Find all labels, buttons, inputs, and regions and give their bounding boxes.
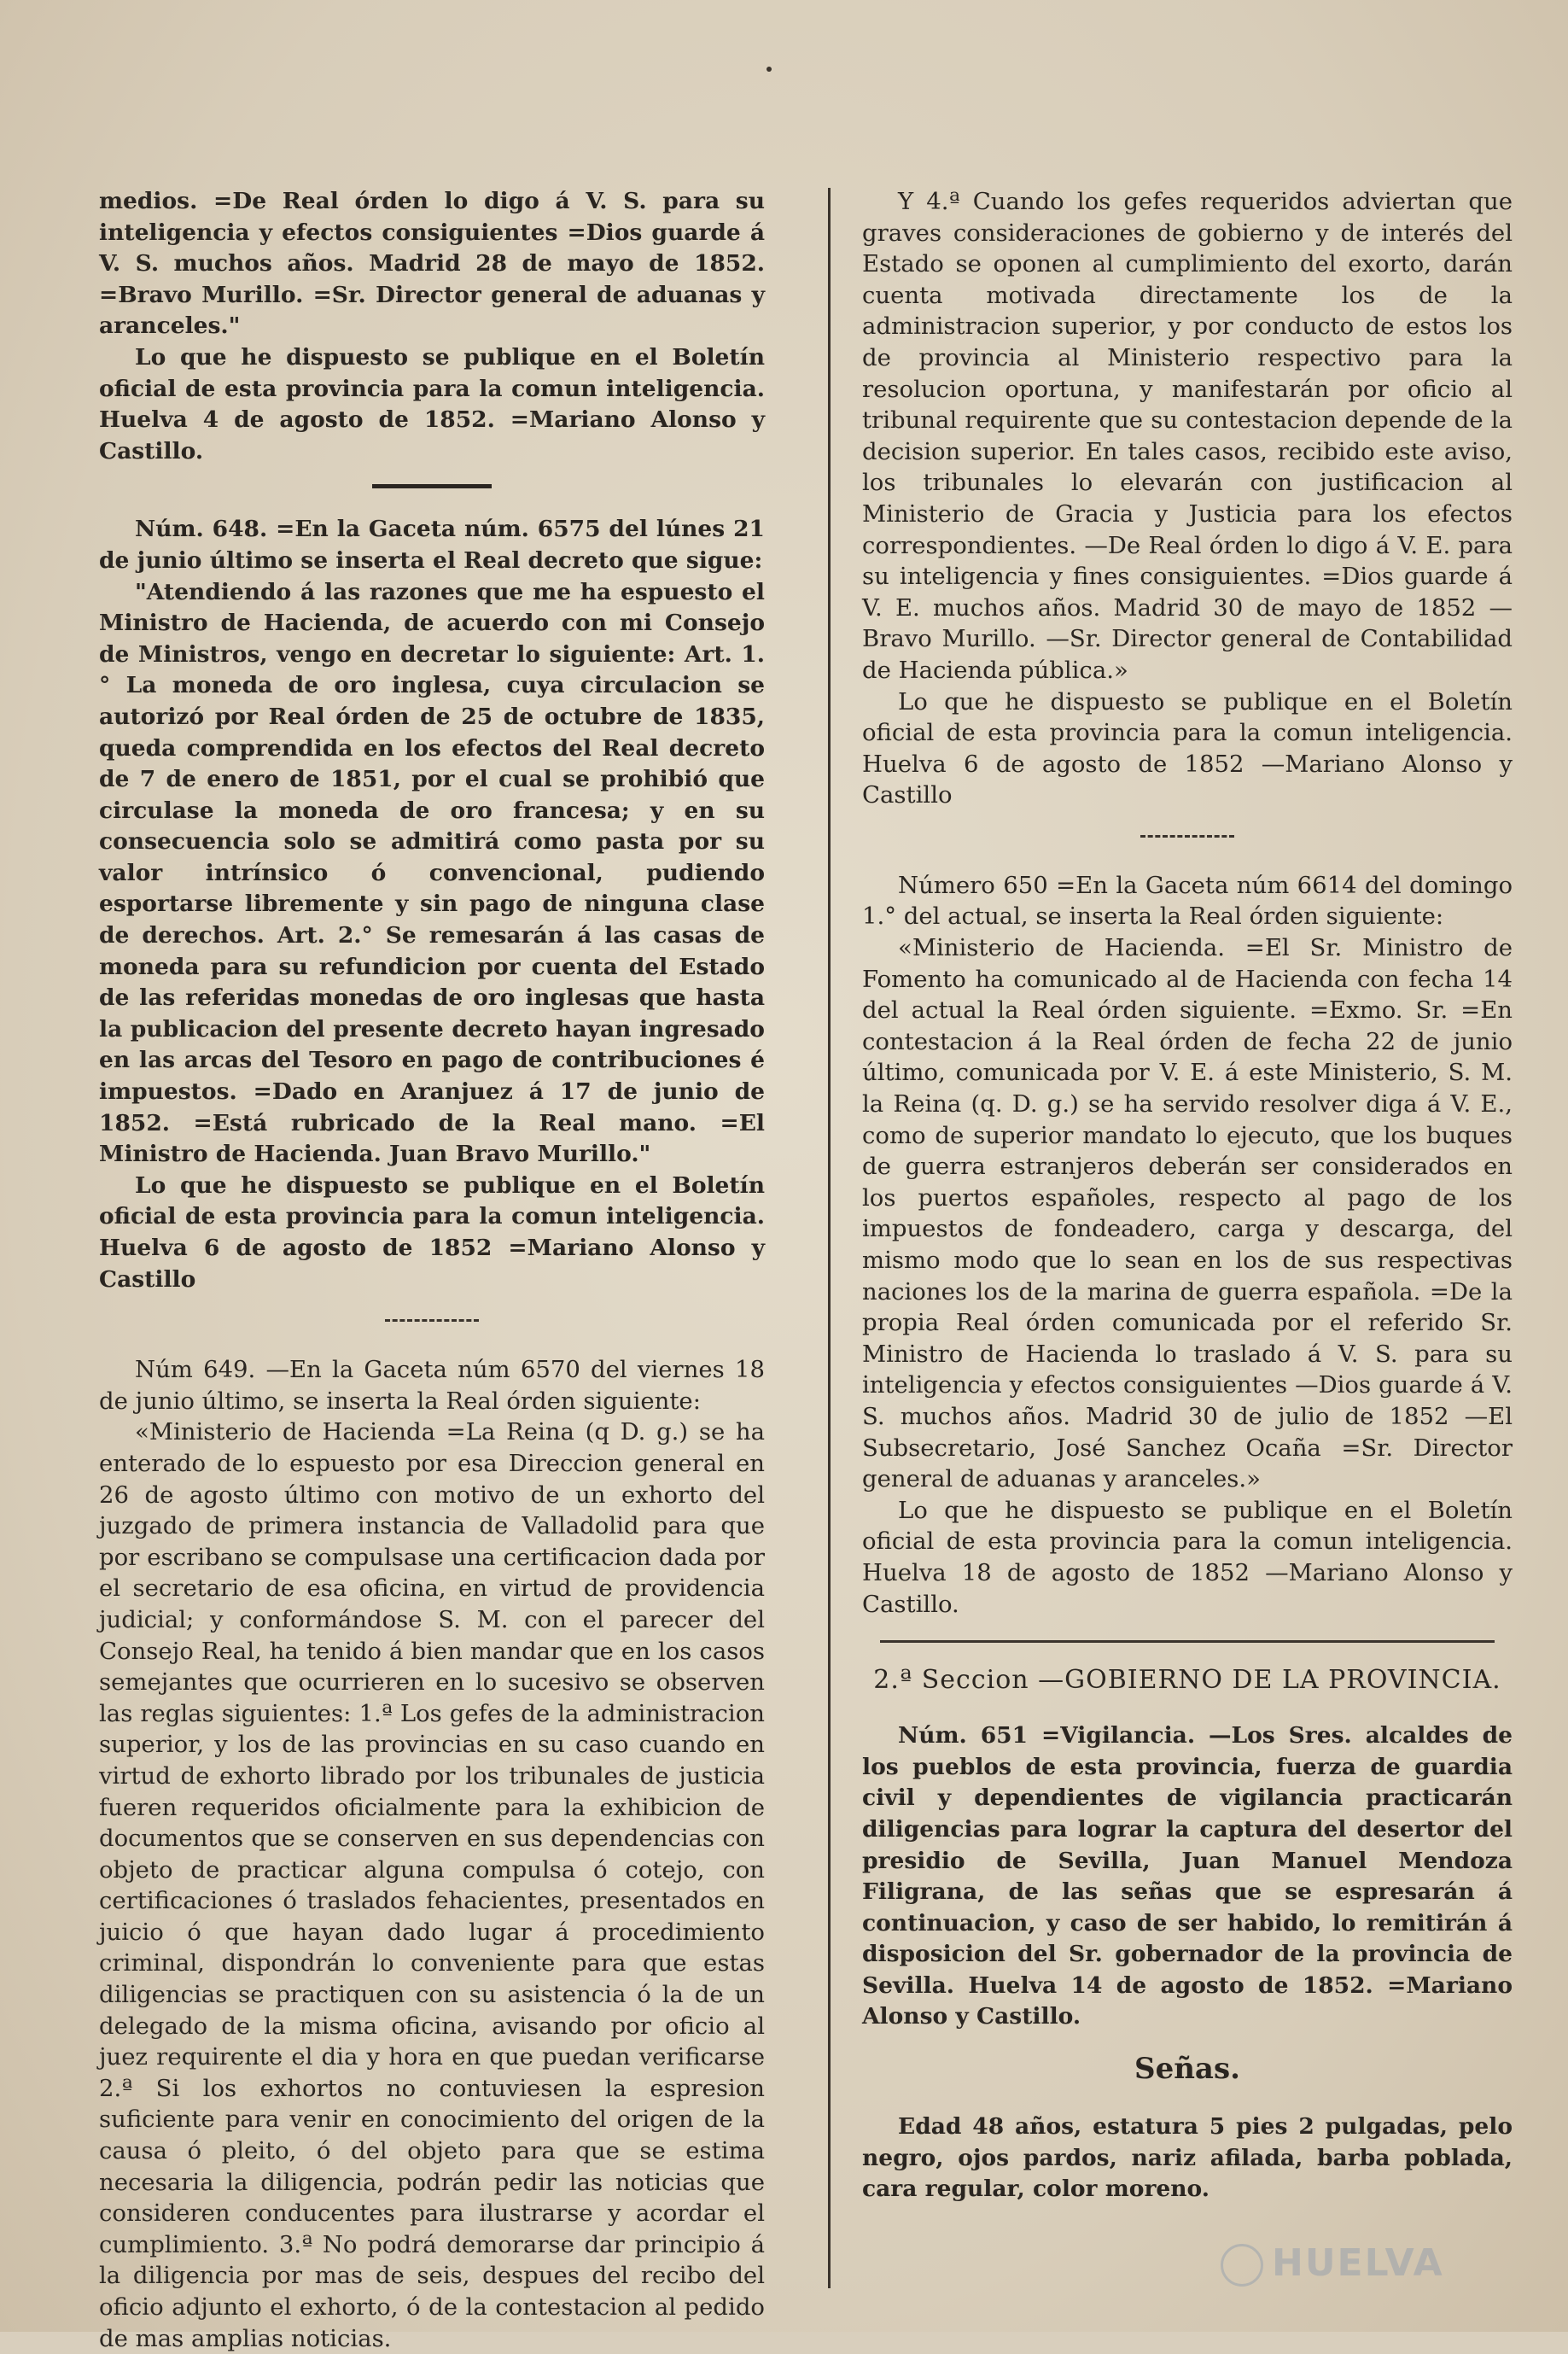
watermark-text: HUELVA xyxy=(1272,2241,1444,2285)
library-watermark xyxy=(1221,2241,1444,2287)
article-650-closing: Lo que he dispuesto se publique en el Boletín oficial de esta provincia para la comun inteligencia. Huelva 18 de agosto de 1852 —Mariano Alonso y Castillo. xyxy=(862,1496,1513,1618)
separator-dash xyxy=(385,1319,479,1322)
senas-heading: Señas. xyxy=(1134,2052,1240,2087)
article-648-decree: "Atendiendo á las razones que me ha espuesto el Ministro de Hacienda, de acuerdo con mi Consejo de Ministros, vengo en decretar lo siguiente: Art. 1.° La moneda de oro inglesa, cuya circulacion se autorizó por Real órden de 25 de octubre de 1835, queda comprendida en los efectos del Real decreto de 7 de enero de 1851, por el cual se prohibió que circulase la moneda de oro francesa; y en su consecuencia solo se admitirá como pasta por su valor intrínsico ó convencional, pudiendo esportarse libremente y sin pago de ninguna clase de derechos. Art. 2.° Se remesarán á las casas de moneda para su refundicion por cuenta del Estado de las referidas monedas de oro inglesas que hasta la publicacion del presente decreto hayan ingresado en las arcas del Tesoro en pago de contribuciones é impuestos. =Dado en Aranjuez á 17 de junio de 1852. =Está rubricado de la Real mano. =El Ministro de Hacienda. Juan Bravo Murillo." xyxy=(99,578,765,1168)
separator-dash xyxy=(1140,835,1234,838)
article-648-closing: Lo que he dispuesto se publique en el Boletín oficial de esta provincia para la comun inteligencia. Huelva 6 de agosto de 1852 =Mariano Alonso y Castillo xyxy=(99,1171,765,1293)
article-650-body: «Ministerio de Hacienda. =El Sr. Ministro de Fomento ha comunicado al de Hacienda con fecha 14 del actual la Real órden siguiente. =Exmo. Sr. =En contestacion á la Real órden de fecha 22 de junio último, comunicada por V. E. á este Ministerio, S. M. la Reina (q. D. g.) se ha servido resolver diga á V. E., como de superior mandato lo ejecuto, que los buques de guerra estranjeros deberán ser considerados en los puertos españoles, respecto al pago de los impuestos de fondeadero, carga y descarga, del mismo modo que lo sean en los de sus respectivas naciones los de la marina de guerra española. =De la propia Real órden comunicada por el referido Sr. Ministro de Hacienda lo traslado á V. S. para su inteligencia y efectos consiguientes —Dios guarde á V. S. muchos años. Madrid 30 de julio de 1852 —El Subsecretario, José Sanchez Ocaña =Sr. Director general de aduanas y aranceles.» xyxy=(862,934,1513,1493)
article-649-continuation: Y 4.ª Cuando los gefes requeridos adviertan que graves consideraciones de gobierno y de interés del Estado se oponen al cumplimiento del exorto, darán cuenta motivada directamente los de la administracion superior, y por conducto de estos los de provincia al Ministerio respectivo para la resolucion oportuna, y manifestarán por oficio al tribunal requirente que su contestacion depende de la decision superior. En tales casos, recibido este aviso, los tribunales lo elevarán con justificacion al Ministerio de Gracia y Justicia para los efectos correspondientes. —De Real órden lo digo á V. E. para su inteligencia y fines consiguientes. =Dios guarde á V. E. muchos años. Madrid 30 de mayo de 1852 —Bravo Murillo. —Sr. Director general de Contabilidad de Hacienda pública.» xyxy=(862,188,1513,684)
article-648-heading: Núm. 648. =En la Gaceta núm. 6575 del lúnes 21 de junio último se inserta el Real decreto que sigue: xyxy=(99,516,765,574)
paragraph-end-previous-order: medios. =De Real órden lo digo á V. S. para su inteligencia y efectos consiguientes =Dios guarde á V. S. muchos años. Madrid 28 de mayo de 1852. =Bravo Murillo. =Sr. Director general de aduanas y aranceles." xyxy=(99,188,765,340)
paragraph-publication-notice-1: Lo que he dispuesto se publique en el Boletín oficial de esta provincia para la comun inteligencia. Huelva 4 de agosto de 1852. =Mariano Alonso y Castillo. xyxy=(99,343,765,464)
article-650-heading: Número 650 =En la Gaceta núm 6614 del domingo 1.° del actual, se inserta la Real órden siguiente: xyxy=(862,871,1513,931)
section-title: 2.ª Seccion —GOBIERNO DE LA PROVINCIA. xyxy=(873,1665,1501,1696)
right-column xyxy=(862,186,1513,2205)
article-651-vigilancia: Núm. 651 =Vigilancia. —Los Sres. alcaldes de los pueblos de esta provincia, fuerza de guardia civil y dependientes de vigilancia practicarán diligencias para lograr la captura del desertor del presidio de Sevilla, Juan Manuel Mendoza Filigrana, de las señas que se espresarán á continuacion, y caso de ser habido, lo remitirán á disposicion del Sr. gobernador de la provincia de Sevilla. Huelva 14 de agosto de 1852. =Mariano Alonso y Castillo. xyxy=(862,1722,1513,2030)
article-649-closing: Lo que he dispuesto se publique en el Boletín oficial de esta provincia para la comun inteligencia. Huelva 6 de agosto de 1852 —Mariano Alonso y Castillo xyxy=(862,687,1513,809)
seal-icon xyxy=(1221,2244,1263,2287)
column-divider xyxy=(828,188,831,2288)
section-rule xyxy=(880,1640,1495,1643)
senas-description: Edad 48 años, estatura 5 pies 2 pulgadas, pelo negro, ojos pardos, nariz afilada, barba poblada, cara regular, color moreno. xyxy=(862,2113,1513,2203)
article-649-heading: Núm 649. —En la Gaceta núm 6570 del viernes 18 de junio último, se inserta la Real órden siguiente: xyxy=(99,1356,765,1415)
separator-rule xyxy=(372,484,492,488)
left-column xyxy=(99,186,765,2354)
article-649-body: «Ministerio de Hacienda =La Reina (q D. g.) se ha enterado de lo espuesto por esa Direccion general en 26 de agosto último con motivo de un exhorto del juzgado de primera instancia de Valladolid para que por escribano se compulsase una certificacion dada por el secretario de esa oficina, en virtud de providencia judicial; y conformándose S. M. con el parecer del Consejo Real, ha tenido á bien mandar que en los casos semejantes que ocurrieren en lo sucesivo se observen las reglas siguientes: 1.ª Los gefes de la administracion superior, y los de las provincias en su caso cuando en virtud de exhorto librado por los tribunales de justicia fueren requeridos oficialmente para la exhibicion de documentos que se conserven en sus dependencias con objeto de practicar alguna compulsa ó cotejo, con certificaciones ó traslados fehacientes, presentados en juicio ó que hayan dado lugar á procedimiento criminal, dispondrán lo conveniente para que estas diligencias se practiquen con su asistencia ó la de un delegado de la misma oficina, avisando por oficio al juez requirente el dia y hora en que puedan verificarse 2.ª Si los exhortos no contuviesen la espresion suficiente para venir en conocimiento del origen de la causa ó pleito, ó del objeto para que se estima necesaria la diligencia, podrán pedir las noticias que consideren conducentes para ilustrarse y acordar el cumplimiento. 3.ª No podrá demorarse dar principio á la diligencia por mas de seis, despues del recibo del oficio adjunto el exhorto, ó de la contestacion al pedido de mas amplias noticias. xyxy=(99,1418,765,2352)
ink-speck xyxy=(767,67,772,72)
